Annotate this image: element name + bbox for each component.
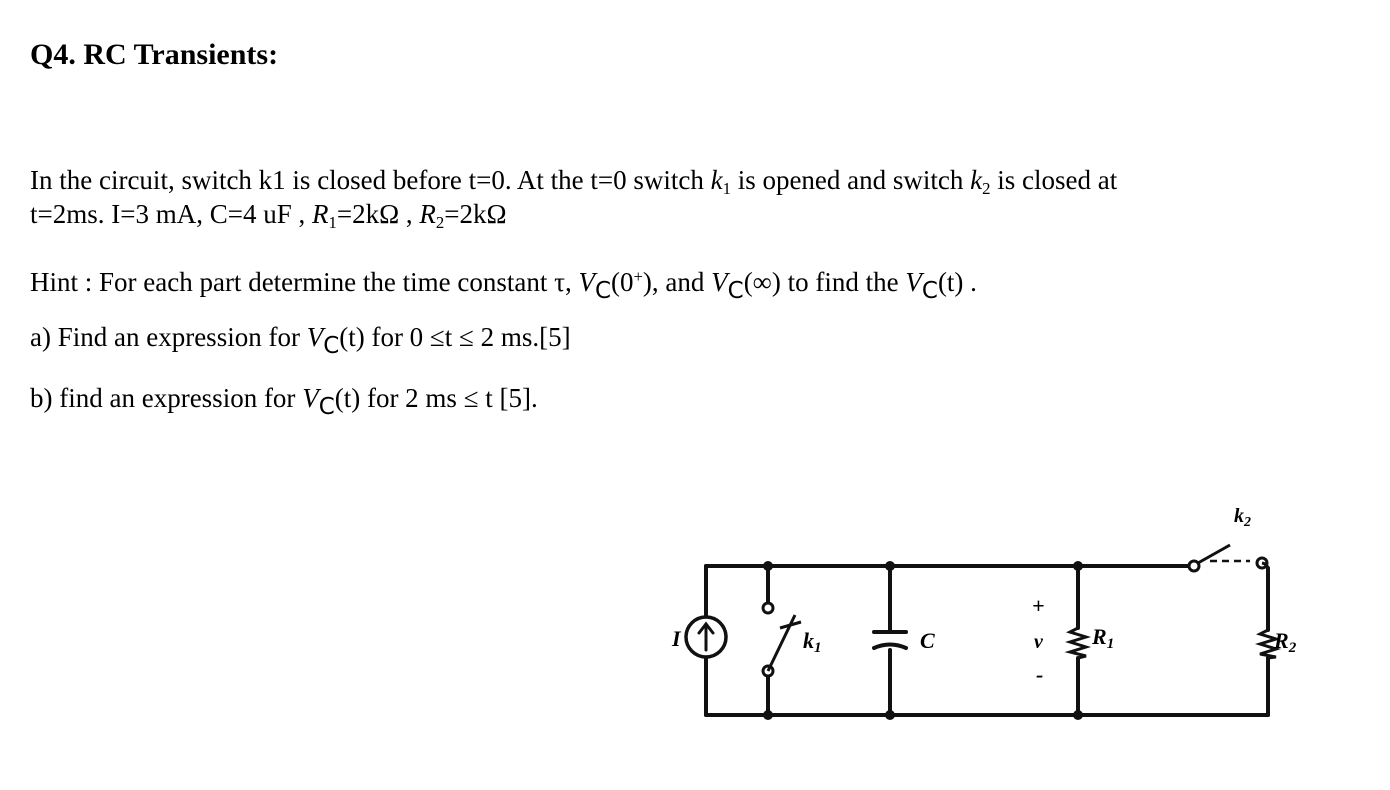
- part-b-text-b: for 2 ms ≤ t [5].: [360, 383, 538, 413]
- vc-symbol: V: [302, 383, 319, 413]
- r1-symbol: R: [311, 199, 329, 229]
- r2-value: =2kΩ: [444, 199, 507, 229]
- problem-text-1c: is closed at: [990, 165, 1118, 195]
- part-a-text-a: a) Find an expression for: [30, 322, 307, 352]
- problem-text-1b: is opened and switch: [730, 165, 971, 195]
- hint-text-a: Hint : For each part determine the time constant τ,: [30, 267, 579, 298]
- r2-symbol: R: [419, 199, 436, 229]
- circuit-diagram: [600, 490, 1297, 735]
- k1-label-subscript: 1: [814, 640, 822, 656]
- vc-argument: (t): [334, 383, 361, 413]
- vc-symbol: V: [711, 267, 728, 298]
- vc-argument: (∞): [743, 267, 781, 298]
- problem-line-2: [30, 196, 507, 241]
- vc-subscript: C: [727, 278, 744, 305]
- part-b-text-a: b) find an expression for: [30, 383, 303, 413]
- vc-subscript: C: [921, 278, 938, 305]
- k2-subscript: 2: [982, 179, 991, 199]
- switch-k2: [1189, 545, 1268, 571]
- vc-subscript: C: [594, 278, 611, 305]
- vc-subscript: C: [318, 393, 335, 420]
- resistor-r1: [1070, 628, 1086, 658]
- capacitor-label: C: [920, 628, 935, 653]
- r1-label-subscript: 1: [1106, 636, 1115, 652]
- r1-label: R: [1092, 624, 1107, 649]
- hint-line: [30, 259, 977, 309]
- vc-close: ),: [642, 267, 659, 298]
- vc-symbol: V: [578, 267, 595, 298]
- k2-symbol: k: [970, 165, 983, 195]
- hint-text-b: and: [658, 267, 712, 298]
- vc-symbol: V: [306, 322, 324, 352]
- problem-text-1a: In the circuit, switch k1 is closed before t=0. At the t=0 switch: [30, 165, 711, 195]
- problem-text-2a: t=2ms. I=3 mA, C=4 uF ,: [30, 199, 312, 229]
- r2-label-subscript: 2: [1288, 640, 1297, 656]
- k1-label: k: [803, 628, 814, 653]
- svg-text:R2: [1273, 628, 1297, 656]
- plus-superscript: +: [633, 267, 643, 286]
- source-label: I: [672, 626, 681, 651]
- hint-text-d: .: [963, 267, 977, 298]
- part-a: [30, 319, 571, 364]
- svg-text:k1: [803, 628, 822, 656]
- svg-text:k2: [1234, 505, 1251, 530]
- question-title: Q4. RC Transients:: [30, 38, 279, 71]
- vc-argument: (t): [937, 267, 964, 298]
- switch-k1: [763, 603, 801, 676]
- k2-label-subscript: 2: [1244, 515, 1251, 530]
- svg-text:R1: [1091, 624, 1114, 652]
- k2-label: k: [1234, 505, 1244, 527]
- vc-argument: (0: [610, 267, 634, 298]
- k1-subscript: 1: [722, 179, 731, 199]
- r2-subscript: 2: [435, 213, 445, 233]
- part-a-text-b: for 0 ≤t ≤ 2 ms.[5]: [364, 322, 571, 352]
- voltage-label: v: [1034, 631, 1043, 653]
- r2-label: R: [1274, 628, 1289, 653]
- hint-text-c: to find the: [780, 267, 906, 298]
- current-source: [686, 617, 726, 657]
- capacitor: [874, 632, 906, 648]
- vc-symbol: V: [905, 267, 922, 298]
- voltage-minus: -: [1036, 662, 1044, 687]
- r1-subscript: 1: [328, 213, 337, 233]
- k1-symbol: k: [710, 165, 723, 195]
- voltage-plus: +: [1032, 593, 1045, 618]
- vc-argument: (t): [339, 322, 365, 352]
- part-b: [30, 380, 538, 425]
- vc-subscript: C: [323, 332, 340, 359]
- r1-value: =2kΩ ,: [336, 199, 420, 229]
